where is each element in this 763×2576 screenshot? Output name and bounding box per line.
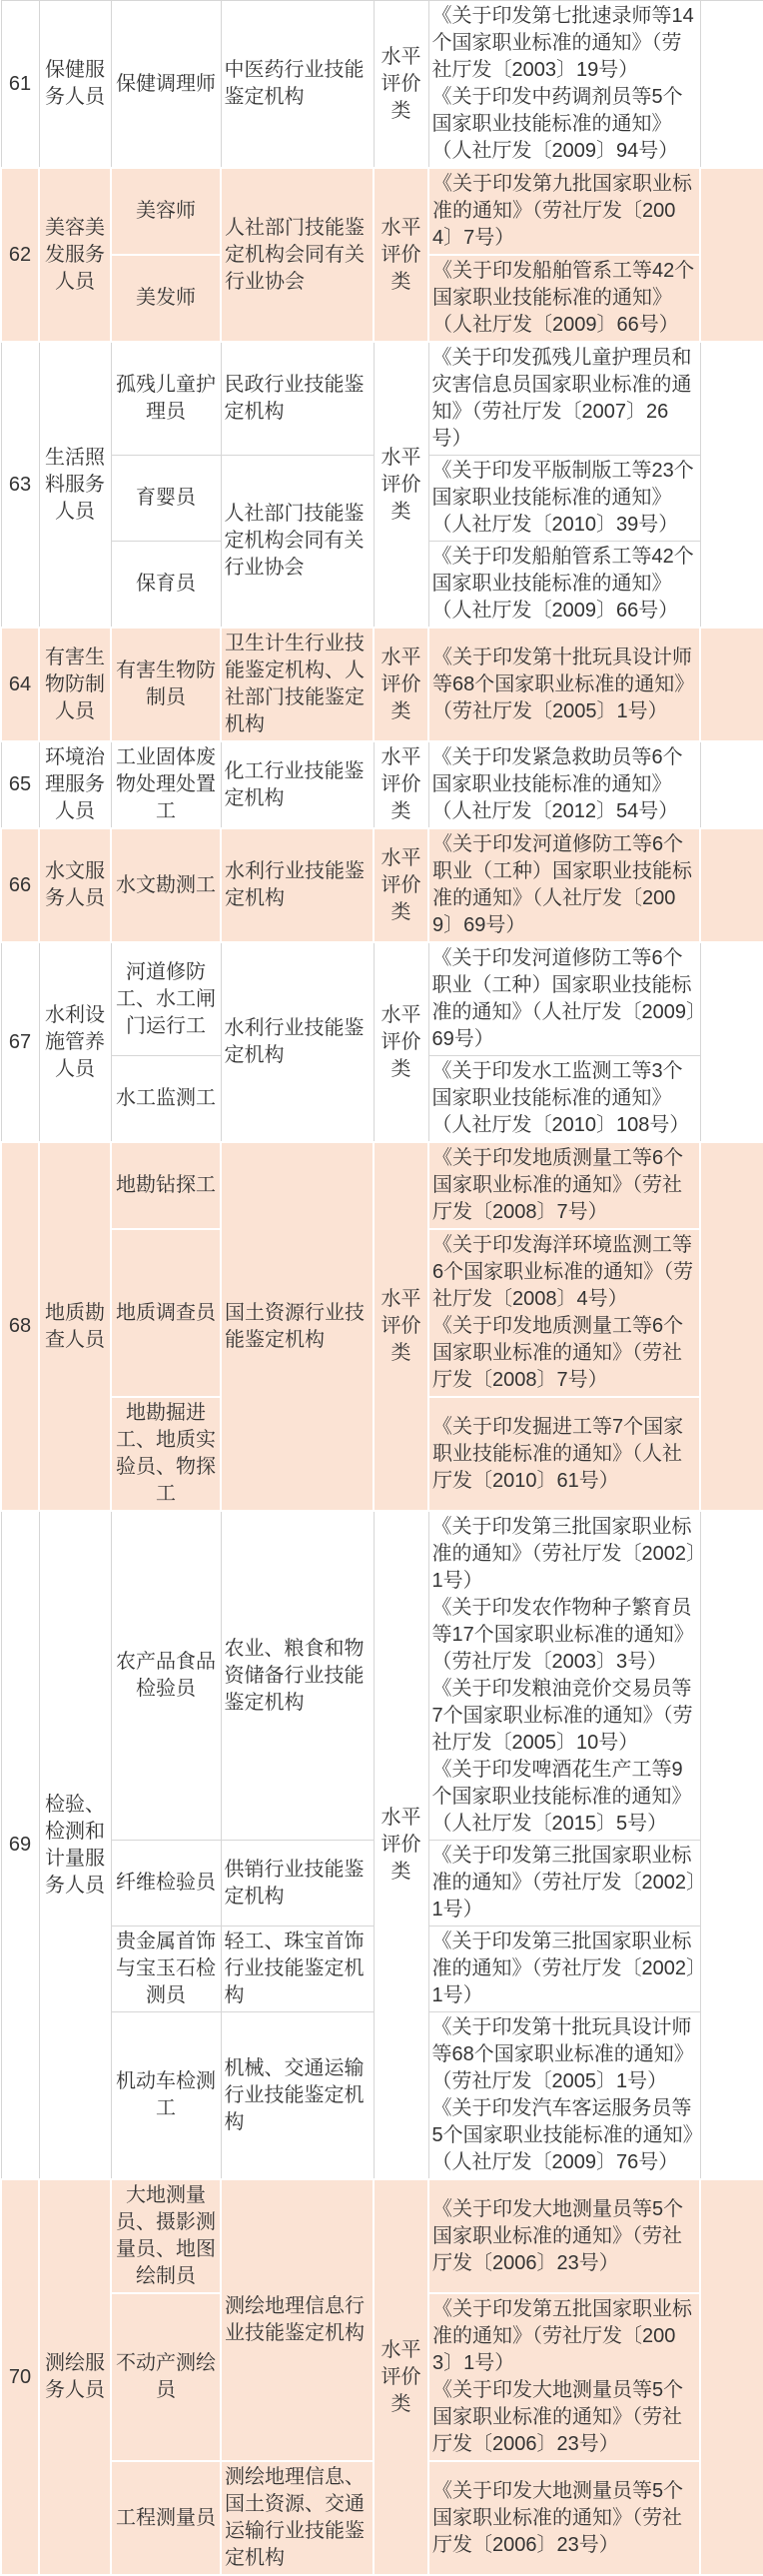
doc-item: 《关于印发大地测量员等5个国家职业标准的通知》（劳社厅发〔2006〕23号） — [432, 2479, 684, 2556]
agency-cell: 化工行业技能鉴定机构 — [221, 741, 374, 828]
docs-cell — [428, 456, 700, 542]
row-number-cell: 64 — [1, 628, 39, 741]
row-number-cell: 62 — [1, 168, 39, 342]
agency-cell: 人社部门技能鉴定机构会同有关行业协会 — [221, 456, 374, 629]
doc-item: 《关于印发大地测量员等5个国家职业标准的通知》（劳社厅发〔2006〕23号） — [432, 2379, 684, 2455]
docs-cell — [428, 542, 700, 629]
spacer-cell — [700, 168, 763, 342]
spacer-cell — [700, 628, 763, 741]
doc-item: 《关于印发平版制版工等23个国家职业技能标准的通知》（人社厅发〔2010〕39号） — [431, 460, 694, 536]
agency-cell: 农业、粮食和物资储备行业技能鉴定机构 — [221, 1511, 374, 1841]
docs-cell — [428, 255, 700, 342]
job-cell: 农产品食品检验员 — [111, 1511, 221, 1841]
category-cell: 水利设施管养人员 — [39, 942, 111, 1142]
doc-item: 《关于印发汽车客运服务员等5个国家职业技能标准的通知》（人社厅发〔2009〕76号） — [431, 2097, 693, 2173]
doc-item: 《关于印发农作物种子繁育员等17个国家职业标准的通知》（劳社厅发〔2003〕3号） — [431, 1597, 694, 1673]
doc-item: 《关于印发船舶管系工等42个国家职业技能标准的通知》（人社厅发〔2009〕66号） — [432, 260, 695, 336]
docs-cell — [428, 628, 700, 741]
row-number-cell: 65 — [1, 741, 39, 828]
docs-cell — [428, 1927, 700, 2012]
agency-cell: 测绘地理信息行业技能鉴定机构 — [221, 2179, 374, 2461]
table-row — [1, 741, 763, 828]
category-cell: 美容美发服务人员 — [39, 168, 111, 342]
docs-cell — [428, 1229, 700, 1397]
evaluation-type-cell: 水平评价类 — [374, 628, 428, 741]
evaluation-type-cell: 水平评价类 — [374, 1, 428, 169]
evaluation-type-cell: 水平评价类 — [374, 168, 428, 342]
docs-cell — [428, 1056, 700, 1143]
doc-item: 《关于印发河道修防工等6个职业（工种）国家职业技能标准的通知》（人社厅发〔2009〕69号） — [431, 947, 696, 1050]
doc-item: 《关于印发第十批玩具设计师等68个国家职业标准的通知》（劳社厅发〔2005〕1号） — [431, 2016, 694, 2092]
doc-item: 《关于印发第五批国家职业标准的通知》（劳社厅发〔2003〕1号） — [432, 2298, 692, 2374]
evaluation-type-cell: 水平评价类 — [374, 741, 428, 828]
docs-cell — [428, 2293, 700, 2461]
docs-cell — [428, 741, 700, 828]
row-number-cell: 61 — [1, 1, 39, 169]
job-cell: 地勘钻探工 — [111, 1142, 221, 1229]
docs-cell — [428, 1397, 700, 1511]
spacer-cell — [700, 1, 763, 169]
job-cell: 大地测量员、摄影测量员、地图绘制员 — [111, 2179, 221, 2293]
job-cell: 贵金属首饰与宝玉石检测员 — [111, 1927, 221, 2012]
table-row — [1, 828, 763, 942]
row-number-cell: 69 — [1, 1511, 39, 2179]
doc-item: 《关于印发中药调剂员等5个国家职业技能标准的通知》（人社厅发〔2009〕94号） — [431, 86, 683, 162]
doc-item: 《关于印发第七批速录师等14个国家职业标准的通知》（劳社厅发〔2003〕19号） — [431, 5, 694, 81]
doc-item: 《关于印发啤酒花生产工等9个国家职业技能标准的通知》（人社厅发〔2015〕5号） — [431, 1759, 692, 1835]
docs-cell — [428, 1142, 700, 1229]
docs-cell — [428, 2461, 700, 2575]
job-cell: 保健调理师 — [111, 1, 221, 169]
docs-cell — [428, 1511, 700, 1841]
job-cell: 地勘掘进工、地质实验员、物探工 — [111, 1397, 221, 1511]
evaluation-type-cell: 水平评价类 — [374, 2179, 428, 2575]
table-row — [1, 942, 763, 1056]
job-cell: 孤残儿童护理员 — [111, 342, 221, 456]
job-cell: 河道修防工、水工闸门运行工 — [111, 942, 221, 1056]
agency-cell: 轻工、珠宝首饰行业技能鉴定机构 — [221, 1927, 374, 2012]
agency-cell: 水利行业技能鉴定机构 — [221, 942, 374, 1142]
doc-item: 《关于印发第三批国家职业标准的通知》（劳社厅发〔2002〕1号） — [431, 1931, 696, 2006]
docs-cell — [428, 1841, 700, 1927]
spacer-cell — [700, 1142, 763, 1511]
spacer-cell — [700, 1511, 763, 2179]
doc-item: 《关于印发掘进工等7个国家职业技能标准的通知》（人社厅发〔2010〕61号） — [432, 1415, 684, 1492]
doc-item: 《关于印发河道修防工等6个职业（工种）国家职业技能标准的通知》（人社厅发〔2009〕69号） — [432, 833, 692, 936]
docs-cell — [428, 2012, 700, 2180]
job-cell: 美容师 — [111, 168, 221, 255]
job-cell: 不动产测绘员 — [111, 2293, 221, 2461]
job-cell: 纤维检验员 — [111, 1841, 221, 1927]
spacer-cell — [700, 2179, 763, 2575]
doc-item: 《关于印发第十批玩具设计师等68个国家职业标准的通知》（劳社厅发〔2005〕1号） — [432, 645, 695, 722]
agency-cell: 人社部门技能鉴定机构会同有关行业协会 — [221, 168, 374, 342]
category-cell: 水文服务人员 — [39, 828, 111, 942]
doc-item: 《关于印发紧急救助员等6个国家职业技能标准的通知》（人社厅发〔2012〕54号） — [431, 746, 683, 822]
category-cell: 保健服务人员 — [39, 1, 111, 169]
doc-item: 《关于印发孤残儿童护理员和灾害信息员国家职业标准的通知》（劳社厅发〔2007〕26号） — [431, 347, 692, 450]
row-number-cell: 70 — [1, 2179, 39, 2575]
job-cell: 机动车检测工 — [111, 2012, 221, 2180]
evaluation-type-cell: 水平评价类 — [374, 342, 428, 628]
category-cell: 环境治理服务人员 — [39, 741, 111, 828]
doc-item: 《关于印发第九批国家职业标准的通知》（劳社厅发〔2004〕7号） — [432, 173, 692, 249]
doc-item: 《关于印发地质测量工等6个国家职业标准的通知》（劳社厅发〔2008〕7号） — [432, 1315, 684, 1391]
evaluation-type-cell: 水平评价类 — [374, 828, 428, 942]
docs-cell — [428, 1, 700, 169]
agency-cell: 中医药行业技能鉴定机构 — [221, 1, 374, 169]
category-cell: 检验、检测和计量服务人员 — [39, 1511, 111, 2179]
job-cell: 育婴员 — [111, 456, 221, 542]
spacer-cell — [700, 342, 763, 628]
doc-item: 《关于印发第三批国家职业标准的通知》（劳社厅发〔2002〕1号） — [431, 1516, 696, 1592]
job-cell: 地质调查员 — [111, 1229, 221, 1397]
table-row — [1, 1511, 763, 1841]
spacer-cell — [700, 741, 763, 828]
doc-item: 《关于印发水工监测工等3个国家职业技能标准的通知》（人社厅发〔2010〕108号） — [431, 1060, 690, 1136]
table-row — [1, 1, 763, 169]
spacer-cell — [700, 828, 763, 942]
docs-cell — [428, 342, 700, 456]
agency-cell: 机械、交通运输行业技能鉴定机构 — [221, 2012, 374, 2180]
agency-cell: 卫生计生行业技能鉴定机构、人社部门技能鉴定机构 — [221, 628, 374, 741]
row-number-cell: 63 — [1, 342, 39, 628]
docs-cell — [428, 168, 700, 255]
job-cell: 有害生物防制员 — [111, 628, 221, 741]
job-cell: 水文勘测工 — [111, 828, 221, 942]
category-cell: 地质勘查人员 — [39, 1142, 111, 1511]
evaluation-type-cell: 水平评价类 — [374, 942, 428, 1142]
docs-cell — [428, 828, 700, 942]
docs-cell — [428, 2179, 700, 2293]
agency-cell: 国土资源行业技能鉴定机构 — [221, 1142, 374, 1511]
evaluation-type-cell: 水平评价类 — [374, 1142, 428, 1511]
category-cell: 有害生物防制人员 — [39, 628, 111, 741]
job-cell: 美发师 — [111, 255, 221, 342]
table-row — [1, 1142, 763, 1229]
docs-cell — [428, 942, 700, 1056]
row-number-cell: 67 — [1, 942, 39, 1142]
doc-item: 《关于印发第三批国家职业标准的通知》（劳社厅发〔2002〕1号） — [431, 1845, 696, 1921]
category-cell: 测绘服务人员 — [39, 2179, 111, 2575]
doc-item: 《关于印发船舶管系工等42个国家职业技能标准的通知》（人社厅发〔2009〕66号） — [431, 546, 694, 622]
table-row — [1, 342, 763, 456]
category-cell: 生活照料服务人员 — [39, 342, 111, 628]
spacer-cell — [700, 942, 763, 1142]
agency-cell: 测绘地理信息、国土资源、交通运输行业技能鉴定机构 — [221, 2461, 374, 2575]
agency-cell: 水利行业技能鉴定机构 — [221, 828, 374, 942]
doc-item: 《关于印发大地测量员等5个国家职业标准的通知》（劳社厅发〔2006〕23号） — [432, 2197, 684, 2274]
job-cell: 保育员 — [111, 542, 221, 629]
table-row — [1, 2179, 763, 2293]
doc-item: 《关于印发地质测量工等6个国家职业标准的通知》（劳社厅发〔2008〕7号） — [432, 1147, 684, 1223]
agency-cell: 供销行业技能鉴定机构 — [221, 1841, 374, 1927]
evaluation-type-cell: 水平评价类 — [374, 1511, 428, 2179]
row-number-cell: 66 — [1, 828, 39, 942]
doc-item: 《关于印发粮油竞价交易员等7个国家职业标准的通知》（劳社厅发〔2005〕10号） — [431, 1678, 693, 1754]
job-cell: 水工监测工 — [111, 1056, 221, 1143]
job-cell: 工业固体废物处理处置工 — [111, 741, 221, 828]
doc-item: 《关于印发海洋环境监测工等6个国家职业标准的通知》（劳社厅发〔2008〕4号） — [432, 1234, 694, 1310]
job-cell: 工程测量员 — [111, 2461, 221, 2575]
row-number-cell: 68 — [1, 1142, 39, 1511]
table-row — [1, 628, 763, 741]
table-row — [1, 168, 763, 255]
agency-cell: 民政行业技能鉴定机构 — [221, 342, 374, 456]
